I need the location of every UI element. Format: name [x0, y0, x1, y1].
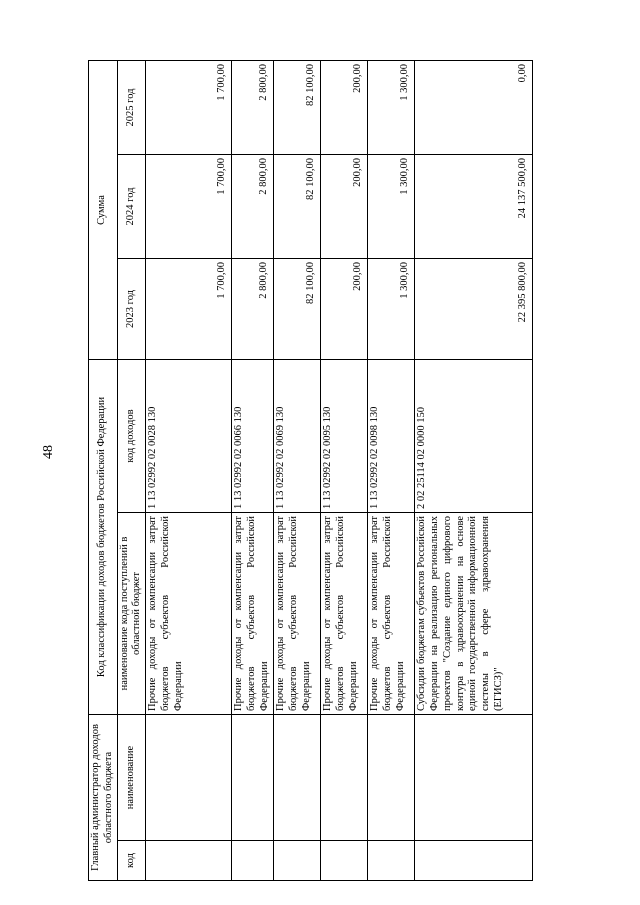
- header-income-code: код доходов: [117, 359, 146, 512]
- income-code-cell: 1 13 02992 02 0095 130: [321, 359, 368, 512]
- table-row: [274, 60, 321, 880]
- sum-2023-cell: 1 300,00: [368, 258, 415, 359]
- sum-2024-cell: 200,00: [321, 154, 368, 258]
- sum-2023-cell: 200,00: [321, 258, 368, 359]
- income-name-cell: Прочие доходы от компенсации затрат бюджетов субъектов Российской Федерации: [321, 513, 368, 715]
- admin-code-cell: [368, 841, 415, 881]
- header-admin-code: код: [117, 841, 146, 881]
- rotated-table-wrapper: [88, 61, 529, 881]
- sum-2025-cell: 0,00: [415, 60, 533, 154]
- admin-code-cell: [274, 841, 321, 881]
- header-year-2025: 2025 год: [117, 60, 146, 154]
- sum-2024-cell: 1 700,00: [146, 154, 232, 258]
- admin-code-cell: [415, 841, 533, 881]
- admin-code-cell: [146, 841, 232, 881]
- sum-2025-cell: 82 100,00: [274, 60, 321, 154]
- header-row-2: [117, 60, 146, 880]
- table-body: [146, 60, 533, 880]
- table-row: [232, 60, 274, 880]
- income-name-cell: Субсидии бюджетам субъектов Российской Федерации на реализацию региональных проектов "Создание единого цифрового контура в здравоохранении на основе единой государственной информационной системы в сфере здравоохранения (ЕГИСЗ)": [415, 513, 533, 715]
- header-year-2023: 2023 год: [117, 258, 146, 359]
- header-admin-group: Главный администратор доходов областного бюджета: [89, 715, 118, 881]
- sum-2025-cell: 2 800,00: [232, 60, 274, 154]
- income-code-cell: 2 02 25114 02 0000 150: [415, 359, 533, 512]
- sum-2024-cell: 82 100,00: [274, 154, 321, 258]
- sum-2023-cell: 2 800,00: [232, 258, 274, 359]
- sum-2024-cell: 1 300,00: [368, 154, 415, 258]
- income-code-cell: 1 13 02992 02 0069 130: [274, 359, 321, 512]
- table-row: [146, 60, 232, 880]
- admin-code-cell: [321, 841, 368, 881]
- income-name-cell: Прочие доходы от компенсации затрат бюджетов субъектов Российской Федерации: [274, 513, 321, 715]
- sum-2023-cell: 82 100,00: [274, 258, 321, 359]
- sum-2024-cell: 24 137 500,00: [415, 154, 533, 258]
- header-row-1: [89, 60, 118, 880]
- sum-2024-cell: 2 800,00: [232, 154, 274, 258]
- header-classification-group: Код классификации доходов бюджетов Российской Федерации: [89, 359, 118, 714]
- header-income-name: наименование кода поступлений в областной бюджет: [117, 513, 146, 715]
- sum-2023-cell: 1 700,00: [146, 258, 232, 359]
- admin-name-cell: [232, 715, 274, 841]
- income-name-cell: Прочие доходы от компенсации затрат бюджетов субъектов Российской Федерации: [368, 513, 415, 715]
- income-code-cell: 1 13 02992 02 0028 130: [146, 359, 232, 512]
- table-row: [368, 60, 415, 880]
- admin-name-cell: [274, 715, 321, 841]
- header-year-2024: 2024 год: [117, 154, 146, 258]
- admin-code-cell: [232, 841, 274, 881]
- admin-name-cell: [415, 715, 533, 841]
- table-header: [89, 60, 146, 880]
- income-code-cell: 1 13 02992 02 0066 130: [232, 359, 274, 512]
- income-name-cell: Прочие доходы от компенсации затрат бюджетов субъектов Российской Федерации: [146, 513, 232, 715]
- header-admin-name: наименование: [117, 715, 146, 841]
- header-sum-group: Сумма: [89, 60, 118, 359]
- sum-2025-cell: 200,00: [321, 60, 368, 154]
- sum-2025-cell: 1 300,00: [368, 60, 415, 154]
- admin-name-cell: [146, 715, 232, 841]
- sum-2025-cell: 1 700,00: [146, 60, 232, 154]
- income-code-cell: 1 13 02992 02 0098 130: [368, 359, 415, 512]
- table-row: [321, 60, 368, 880]
- table-row: [415, 60, 533, 880]
- revenue-table: [88, 60, 533, 881]
- income-name-cell: Прочие доходы от компенсации затрат бюджетов субъектов Российской Федерации: [232, 513, 274, 715]
- admin-name-cell: [368, 715, 415, 841]
- sum-2023-cell: 22 395 800,00: [415, 258, 533, 359]
- admin-name-cell: [321, 715, 368, 841]
- page-number: 48: [41, 445, 56, 459]
